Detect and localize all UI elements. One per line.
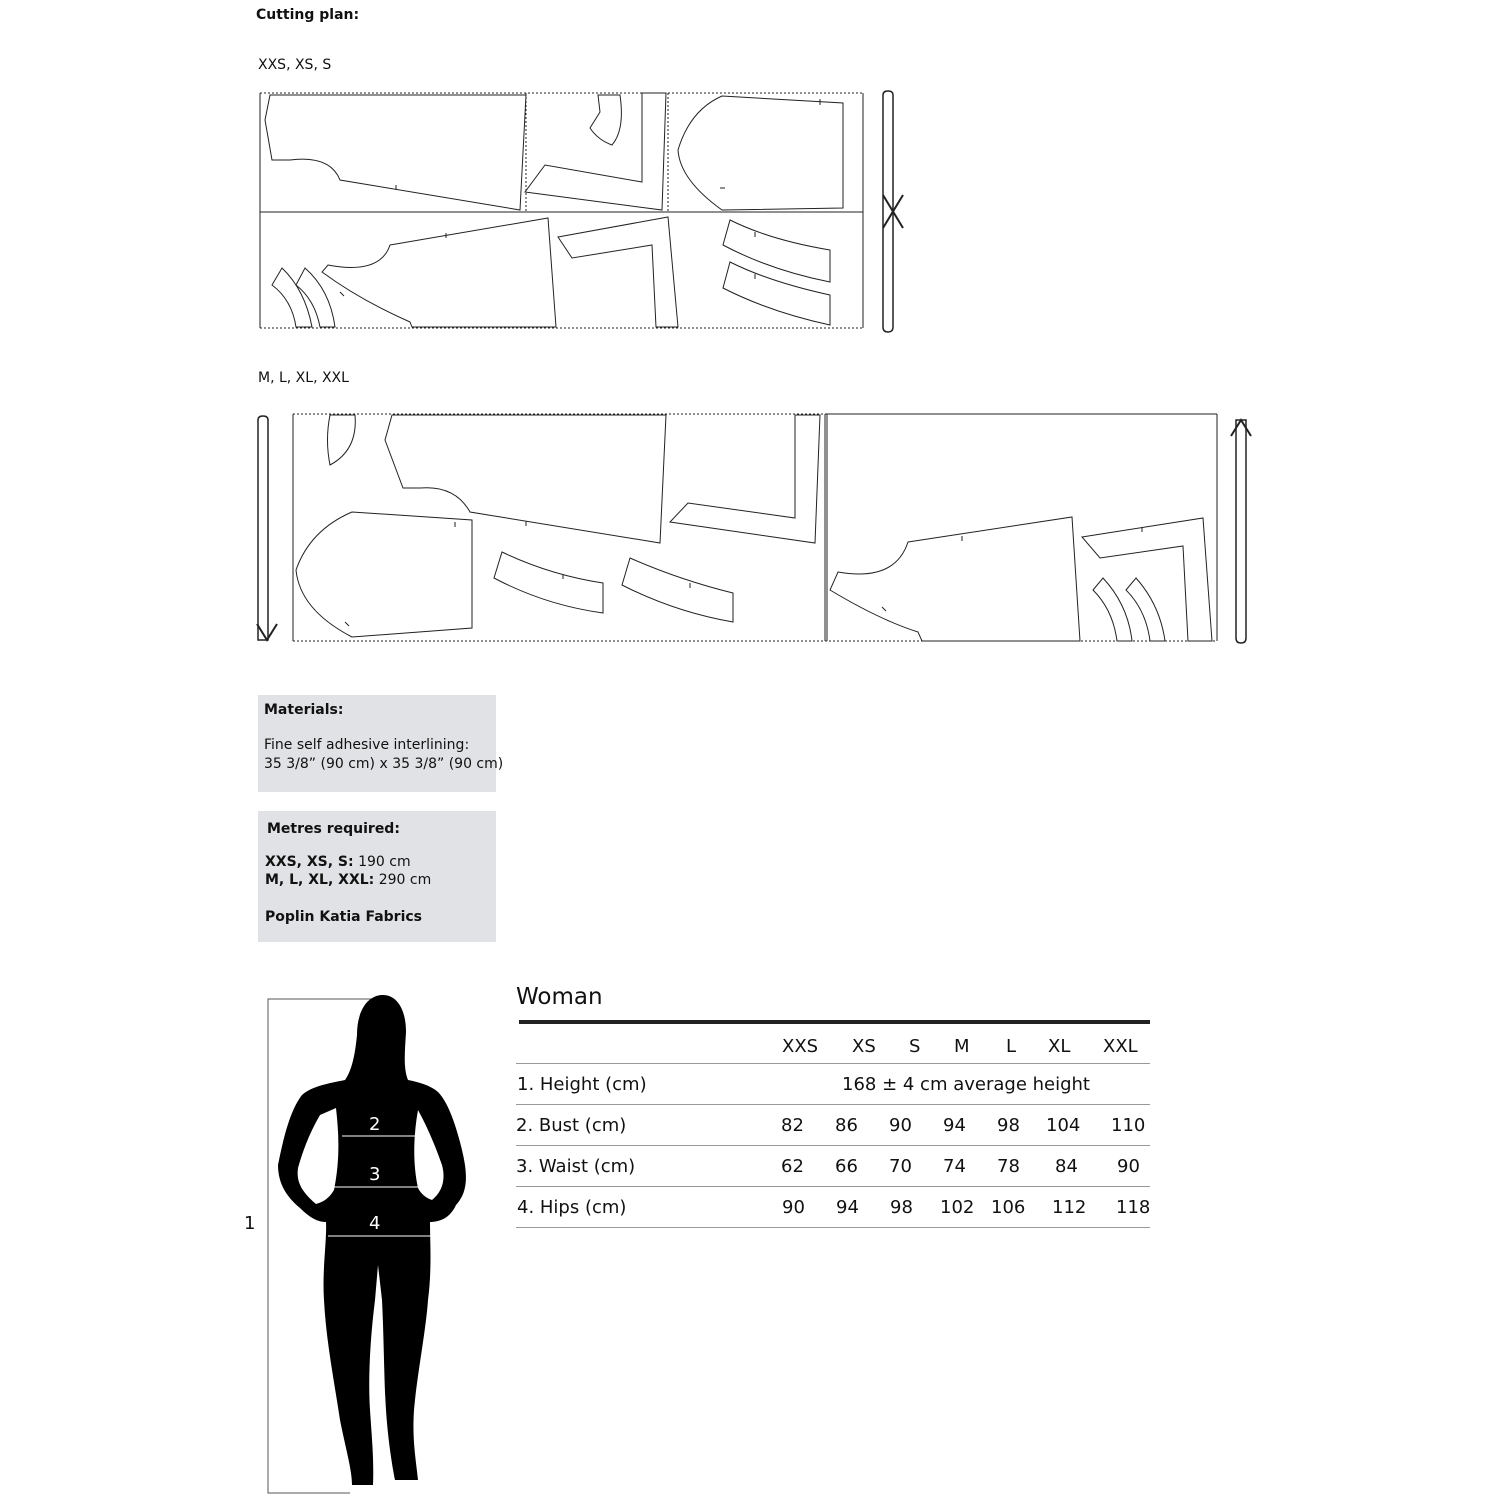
metres-row-large-label: M, L, XL, XXL: xyxy=(265,872,375,888)
cell: 94 xyxy=(836,1197,859,1218)
cell: 62 xyxy=(781,1156,804,1177)
size-header-xs: XS xyxy=(852,1036,876,1057)
cell: 98 xyxy=(890,1197,913,1218)
materials-title: Materials: xyxy=(264,702,344,718)
materials-line-2: 35 3/8” (90 cm) x 35 3/8” (90 cm) xyxy=(264,756,504,772)
plan-small-fold-symbol xyxy=(883,91,903,332)
size-table-title: Woman xyxy=(516,984,603,1010)
cell: 66 xyxy=(835,1156,858,1177)
row-label: 3. Waist (cm) xyxy=(516,1156,636,1177)
cutting-plan-title: Cutting plan: xyxy=(256,7,360,23)
figure-waist-mark: 3 xyxy=(369,1164,381,1185)
cell: 90 xyxy=(1117,1156,1140,1177)
cell: 102 xyxy=(940,1197,975,1218)
cell: 90 xyxy=(889,1115,912,1136)
plan-large-grain-arrow-up xyxy=(1231,420,1251,643)
size-table-row-hips xyxy=(516,1187,1150,1228)
metres-box xyxy=(258,811,496,942)
height-average-text: 168 ± 4 cm average height xyxy=(842,1074,1090,1095)
size-header-xxl: XXL xyxy=(1103,1036,1138,1057)
woman-silhouette-figure xyxy=(242,990,472,1495)
row-label: 1. Height (cm) xyxy=(517,1074,647,1095)
row-label: 4. Hips (cm) xyxy=(517,1197,627,1218)
silhouette-body xyxy=(278,995,466,1485)
size-header-l: L xyxy=(1006,1036,1017,1057)
metres-title: Metres required: xyxy=(267,821,400,837)
cell: 74 xyxy=(943,1156,966,1177)
plan-large-sizes-label: M, L, XL, XXL xyxy=(258,370,349,386)
metres-row-small xyxy=(265,853,411,872)
metres-row-large-value: 290 cm xyxy=(374,872,432,888)
cell: 106 xyxy=(991,1197,1026,1218)
size-header-s: S xyxy=(909,1036,921,1057)
cell: 84 xyxy=(1055,1156,1078,1177)
size-header-xl: XL xyxy=(1048,1036,1071,1057)
plan-large-grain-arrow-down xyxy=(257,416,277,640)
cell: 104 xyxy=(1046,1115,1081,1136)
figure-height-mark: 1 xyxy=(244,1213,256,1234)
cutting-plan-diagrams xyxy=(0,0,1500,700)
size-table-row-waist xyxy=(516,1146,1150,1187)
metres-row-small-label: XXS, XS, S: xyxy=(265,854,354,870)
plan-large-pattern-pieces xyxy=(296,415,1212,641)
cell: 90 xyxy=(782,1197,805,1218)
size-header-m: M xyxy=(954,1036,970,1057)
cell: 98 xyxy=(997,1115,1020,1136)
cell: 86 xyxy=(835,1115,858,1136)
size-table-row-height xyxy=(516,1064,1150,1105)
size-header-xxs: XXS xyxy=(782,1036,819,1057)
cell: 110 xyxy=(1111,1115,1146,1136)
cell: 118 xyxy=(1116,1197,1151,1218)
cell: 78 xyxy=(997,1156,1020,1177)
plan-large-fabric xyxy=(293,414,1217,641)
size-table xyxy=(516,980,1150,1228)
cell: 112 xyxy=(1052,1197,1087,1218)
fabric-name: Poplin Katia Fabrics xyxy=(265,909,422,925)
metres-row-large xyxy=(265,871,431,890)
plan-small-fabric xyxy=(260,93,863,328)
plan-small-sizes-label: XXS, XS, S xyxy=(258,57,332,73)
cell: 70 xyxy=(889,1156,912,1177)
cell: 82 xyxy=(781,1115,804,1136)
materials-box xyxy=(258,695,504,792)
materials-line-1: Fine self adhesive interlining: xyxy=(264,737,470,753)
figure-bust-mark: 2 xyxy=(369,1114,381,1135)
row-label: 2. Bust (cm) xyxy=(516,1115,627,1136)
cell: 94 xyxy=(943,1115,966,1136)
metres-row-small-value: 190 cm xyxy=(353,854,411,870)
size-table-row-bust xyxy=(516,1105,1150,1146)
plan-small-pattern-pieces xyxy=(265,93,843,327)
size-table-header-row xyxy=(516,1024,1150,1064)
figure-hips-mark: 4 xyxy=(369,1213,381,1234)
